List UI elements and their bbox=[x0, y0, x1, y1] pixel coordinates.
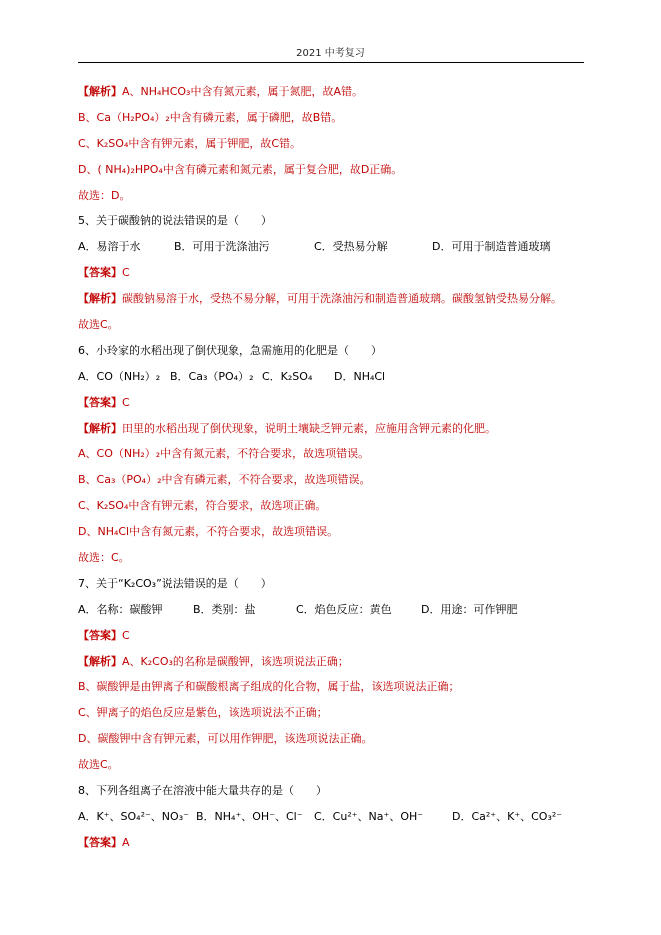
analysis-line bbox=[78, 135, 588, 161]
analysis-tag: 【解析】 bbox=[78, 85, 122, 98]
analysis-line bbox=[78, 523, 588, 549]
answer-line bbox=[78, 394, 588, 420]
analysis-text: A、CO（NH₂）₂中含有氮元素，不符合要求，故选项错误。 bbox=[78, 447, 370, 461]
analysis-text: C、K₂SO₄中含有钾元素，属于钾肥，故C错。 bbox=[78, 136, 302, 150]
option-c: C．焰色反应：黄色 bbox=[296, 602, 392, 616]
option-b: B．Ca₃（PO₄）₂ bbox=[170, 369, 254, 383]
analysis-line bbox=[78, 83, 588, 109]
analysis-text: 田里的水稻出现了倒伏现象，说明土壤缺乏钾元素，应施用含钾元素的化肥。 bbox=[122, 421, 496, 435]
option-d: D．NH₄Cl bbox=[334, 369, 386, 383]
answer-value: C bbox=[122, 266, 130, 280]
option-b: B．NH₄⁺、OH⁻、Cl⁻ bbox=[196, 809, 303, 823]
question-stem bbox=[78, 342, 588, 368]
answer-tag: 【答案】 bbox=[78, 395, 122, 409]
analysis-tag: 【解析】 bbox=[78, 292, 122, 306]
option-a: A．名称：碳酸钾 bbox=[78, 602, 163, 616]
question-text: 7、关于“K₂CO₃”说法错误的是（ ） bbox=[78, 576, 272, 590]
analysis-text: B、碳酸钾是由钾离子和碳酸根离子组成的化合物，属于盐，该选项说法正确； bbox=[78, 680, 460, 694]
analysis-line bbox=[78, 161, 588, 187]
answer-line bbox=[78, 627, 588, 653]
analysis-tag: 【解析】 bbox=[78, 421, 122, 435]
selection-line bbox=[78, 187, 588, 213]
option-d: D．用途：可作钾肥 bbox=[421, 602, 518, 616]
selection-text: 故选：C。 bbox=[78, 551, 130, 565]
option-d: D．可用于制造普通玻璃 bbox=[432, 240, 551, 254]
question-text: 5、关于碳酸钠的说法错误的是（ ） bbox=[78, 214, 272, 228]
analysis-line bbox=[78, 109, 588, 135]
analysis-line bbox=[78, 678, 588, 704]
answer-tag: 【答案】 bbox=[78, 266, 122, 280]
question-options bbox=[78, 808, 588, 834]
analysis-line bbox=[78, 420, 588, 446]
analysis-text: C、K₂SO₄中含有钾元素，符合要求，故选项正确。 bbox=[78, 499, 327, 513]
question-text: 8、下列各组离子在溶液中能大量共存的是（ ） bbox=[78, 784, 327, 798]
analysis-text: B、Ca₃（PO₄）₂中含有磷元素，不符合要求，故选项错误。 bbox=[78, 473, 371, 487]
option-c: C．Cu²⁺、Na⁺、OH⁻ bbox=[314, 809, 424, 823]
answer-line bbox=[78, 264, 588, 290]
analysis-line bbox=[78, 290, 588, 316]
analysis-text: A、NH₄HCO₃中含有氮元素，属于氮肥，故A错。 bbox=[122, 85, 363, 98]
analysis-line bbox=[78, 704, 588, 730]
analysis-text: D、( NH₄)₂HPO₄中含有磷元素和氮元素，属于复合肥，故D正确。 bbox=[78, 162, 403, 176]
option-c: C．受热易分解 bbox=[314, 240, 388, 254]
option-b: B．类别：盐 bbox=[193, 602, 256, 616]
analysis-text: D、碳酸钾中含有钾元素，可以用作钾肥，该选项说法正确。 bbox=[78, 732, 373, 746]
question-options bbox=[78, 238, 588, 264]
analysis-text: D、NH₄Cl中含有氮元素，不符合要求，故选项错误。 bbox=[78, 525, 339, 539]
question-stem bbox=[78, 782, 588, 808]
question-options bbox=[78, 368, 588, 394]
analysis-line bbox=[78, 653, 588, 679]
analysis-text: B、Ca（H₂PO₄）₂中含有磷元素，属于磷肥，故B错。 bbox=[78, 110, 343, 124]
question-stem bbox=[78, 212, 588, 238]
selection-line bbox=[78, 549, 588, 575]
analysis-text: C、钾离子的焰色反应是紫色，该选项说法不正确； bbox=[78, 706, 328, 720]
question-stem bbox=[78, 575, 588, 601]
answer-value: C bbox=[122, 628, 130, 642]
analysis-text: 碳酸钠易溶于水，受热不易分解，可用于洗涤油污和制造普通玻璃。碳酸氢钠受热易分解。 bbox=[122, 292, 562, 306]
question-options bbox=[78, 601, 588, 627]
analysis-line bbox=[78, 471, 588, 497]
answer-tag: 【答案】 bbox=[78, 628, 122, 642]
option-a: A．CO（NH₂）₂ bbox=[78, 369, 161, 383]
selection-text: 故选C。 bbox=[78, 758, 119, 772]
page-header: 2021 中考复习 bbox=[296, 48, 365, 59]
option-d: D．Ca²⁺、K⁺、CO₃²⁻ bbox=[452, 809, 563, 823]
selection-text: 故选C。 bbox=[78, 318, 119, 332]
question-text: 6、小玲家的水稻出现了倒伏现象，急需施用的化肥是（ ） bbox=[78, 343, 382, 357]
selection-line bbox=[78, 756, 588, 782]
analysis-tag: 【解析】 bbox=[78, 654, 122, 668]
answer-value: C bbox=[122, 395, 130, 409]
option-a: A．K⁺、SO₄²⁻、NO₃⁻ bbox=[78, 809, 189, 823]
analysis-line bbox=[78, 730, 588, 756]
option-a: A．易溶于水 bbox=[78, 240, 141, 254]
answer-line bbox=[78, 834, 588, 860]
document-body bbox=[78, 83, 588, 860]
selection-line bbox=[78, 316, 588, 342]
option-b: B．可用于洗涤油污 bbox=[174, 240, 270, 254]
analysis-text: A、K₂CO₃的名称是碳酸钾，该选项说法正确； bbox=[122, 654, 349, 668]
option-c: C．K₂SO₄ bbox=[262, 369, 313, 383]
header-divider bbox=[78, 62, 584, 63]
selection-text: 故选：D。 bbox=[78, 188, 131, 202]
answer-tag: 【答案】 bbox=[78, 835, 122, 849]
analysis-line bbox=[78, 497, 588, 523]
analysis-line bbox=[78, 445, 588, 471]
answer-value: A bbox=[122, 835, 130, 849]
